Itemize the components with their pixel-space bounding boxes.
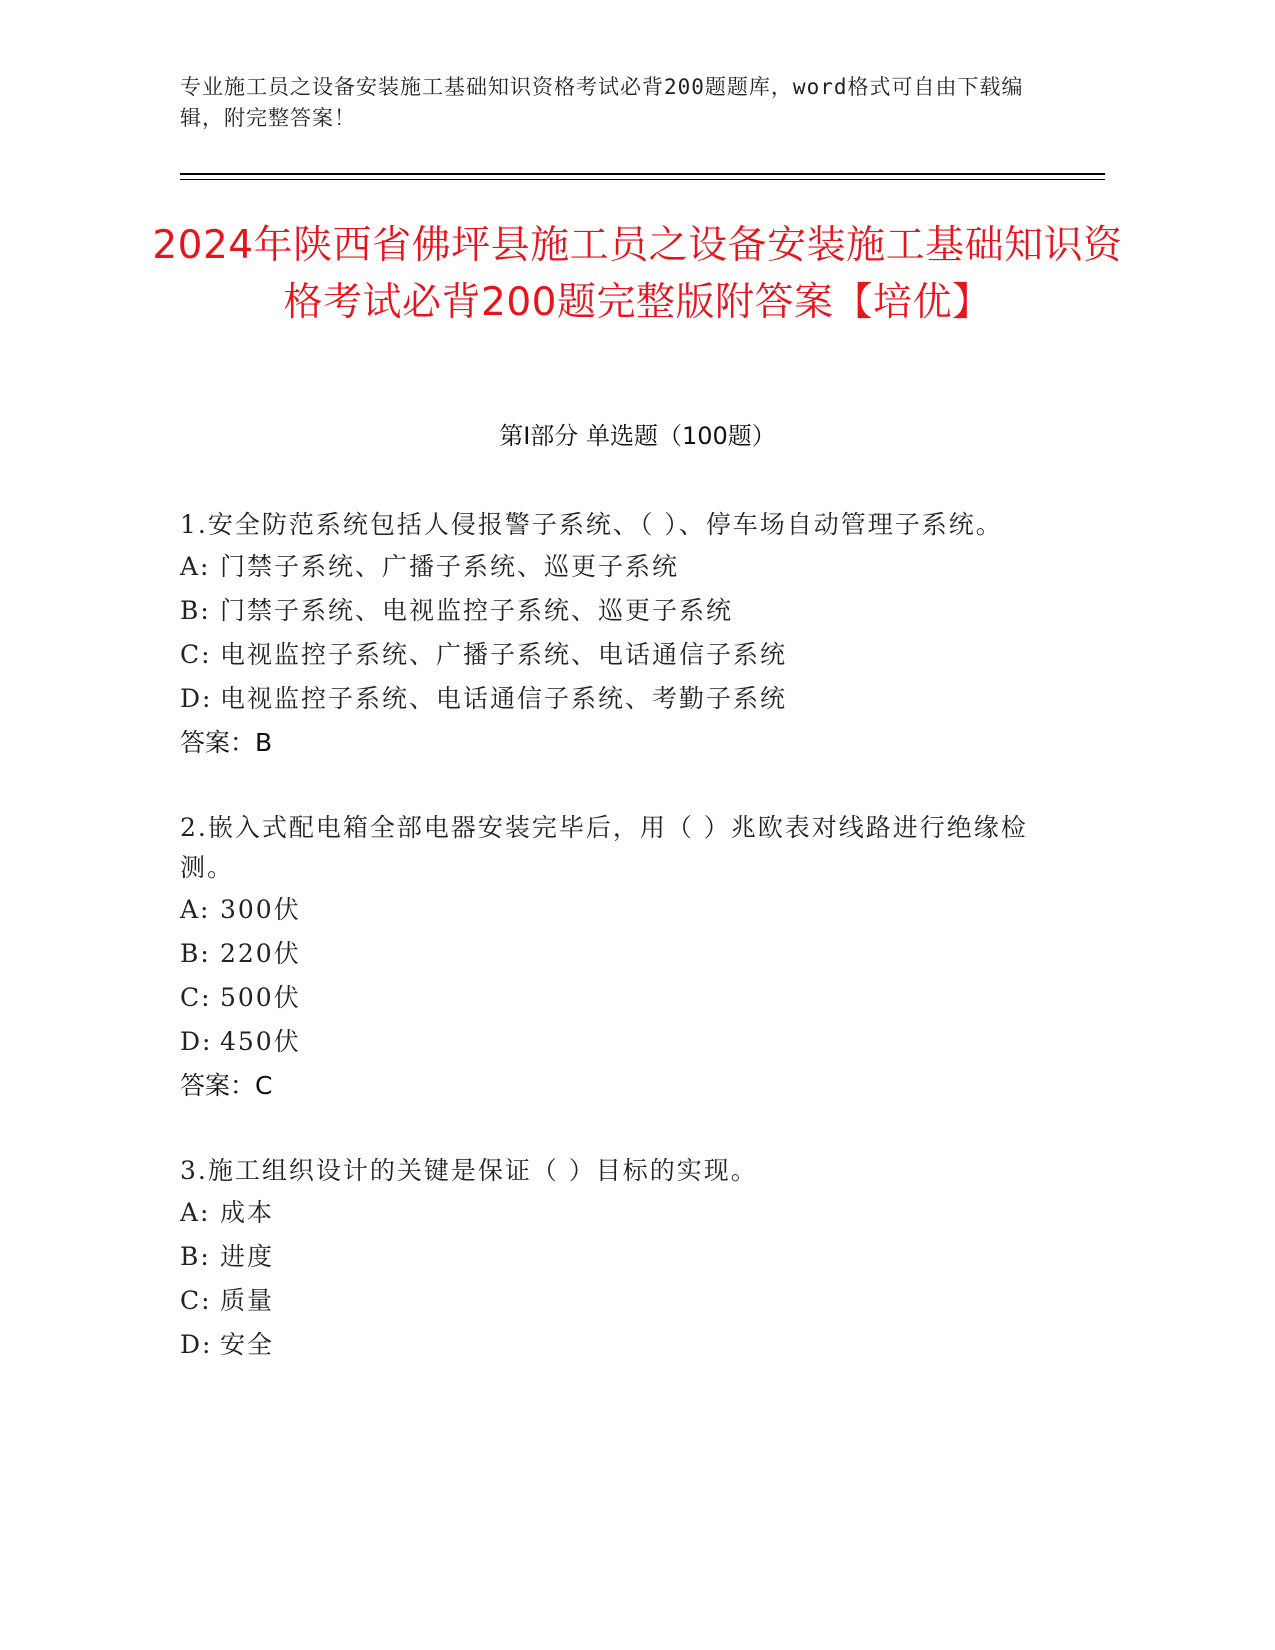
header-note: 专业施工员之设备安装施工基础知识资格考试必背200题题库，word格式可自由下载编辑，附完整答案！: [180, 75, 1024, 130]
option-c: [180, 633, 1080, 677]
answer-line: 答案：C: [180, 1071, 273, 1100]
option-b: [180, 589, 1080, 633]
option-d: [180, 677, 1080, 721]
question-1: [180, 505, 1080, 765]
option-text: 门禁子系统、广播子系统、巡更子系统: [220, 552, 680, 581]
option-text: 安全: [220, 1330, 275, 1359]
question-stem: 2.嵌入式配电箱全部电器安装完毕后，用（ ）兆欧表对线路进行绝缘检测。: [180, 813, 1028, 882]
option-a: [180, 545, 1080, 589]
option-key: D:: [180, 1330, 213, 1359]
option-text: 成本: [220, 1198, 275, 1227]
option-c: [180, 1279, 1080, 1323]
option-text: 电视监控子系统、广播子系统、电话通信子系统: [220, 640, 788, 669]
header-divider-thick: [180, 173, 1105, 175]
option-key: C:: [180, 1286, 212, 1315]
option-text: 电视监控子系统、电话通信子系统、考勤子系统: [220, 684, 788, 713]
document-title: 2024年陕西省佛坪县施工员之设备安装施工基础知识资格考试必背200题完整版附答案【培优】: [152, 223, 1123, 325]
option-key: D:: [180, 1027, 213, 1056]
option-key: D:: [180, 684, 213, 713]
option-key: B:: [180, 1242, 211, 1271]
option-text: 500伏: [220, 983, 301, 1012]
question-stem: 3.施工组织设计的关键是保证（ ）目标的实现。: [180, 1156, 758, 1185]
header-divider-thin: [180, 179, 1105, 180]
section-heading: 第Ⅰ部分 单选题（100题）: [499, 422, 776, 450]
option-key: C:: [180, 640, 212, 669]
question-list: [180, 505, 1080, 1367]
option-key: B:: [180, 596, 211, 625]
option-a: [180, 1191, 1080, 1235]
option-d: [180, 1020, 1080, 1064]
option-b: [180, 932, 1080, 976]
option-text: 220伏: [220, 939, 301, 968]
question-stem: 1.安全防范系统包括人侵报警子系统、（ ）、停车场自动管理子系统。: [180, 510, 1003, 539]
option-text: 质量: [220, 1286, 275, 1315]
option-d: [180, 1323, 1080, 1367]
option-c: [180, 976, 1080, 1020]
question-spacer: [180, 1108, 1080, 1151]
option-key: A:: [180, 1198, 211, 1227]
option-key: C:: [180, 983, 212, 1012]
option-key: A:: [180, 552, 211, 581]
question-spacer: [180, 765, 1080, 808]
option-a: [180, 888, 1080, 932]
question-3: [180, 1151, 1080, 1367]
option-key: A:: [180, 895, 211, 924]
option-key: B:: [180, 939, 211, 968]
answer-line: 答案：B: [180, 728, 273, 757]
question-2: [180, 808, 1080, 1108]
option-b: [180, 1235, 1080, 1279]
option-text: 300伏: [220, 895, 301, 924]
option-text: 450伏: [220, 1027, 301, 1056]
option-text: 进度: [220, 1242, 275, 1271]
option-text: 门禁子系统、电视监控子系统、巡更子系统: [220, 596, 734, 625]
